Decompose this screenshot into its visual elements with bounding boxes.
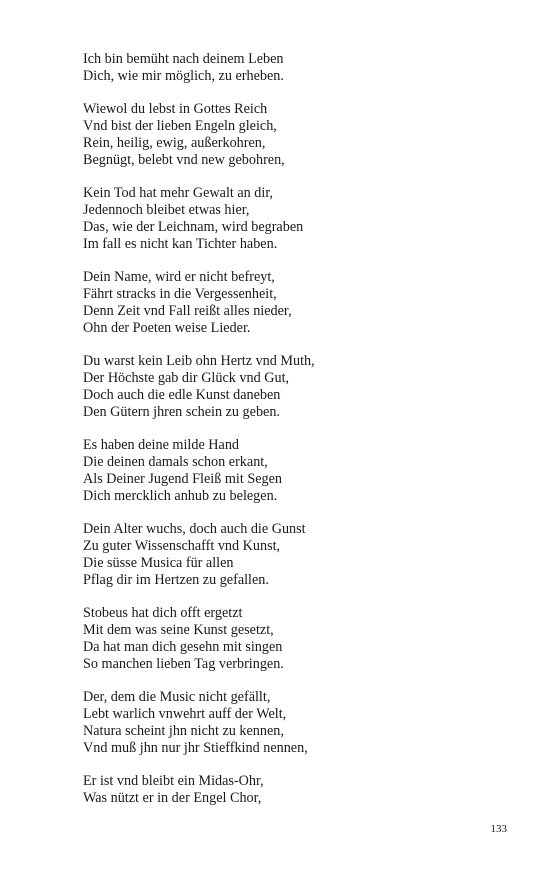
stanza-3: [83, 185, 483, 252]
poem-line: Im fall es nicht kan Tichter haben.: [83, 235, 278, 252]
poem-line: Ich bin bemüht nach deinem Leben: [83, 51, 284, 67]
poem-line: Er ist vnd bleibt ein Midas-Ohr,: [83, 773, 264, 790]
poem-line: Begnügt, belebt vnd new gebohren,: [83, 151, 285, 168]
stanza-6: [83, 437, 483, 504]
poem-line: Was nützt er in der Engel Chor,: [83, 790, 262, 807]
poem-line: Vnd muß jhn nur jhr Stieffkind nennen,: [83, 739, 308, 756]
poem-line: Der, dem die Music nicht gefällt,: [83, 689, 271, 706]
poem-line: Dein Alter wuchs, doch auch die Gunst: [83, 521, 306, 538]
poem-line: Dich, wie mir möglich, zu erheben.: [83, 67, 284, 84]
poem-line: Das, wie der Leichnam, wird begraben: [83, 218, 304, 235]
stanza-10: [83, 773, 483, 807]
poem-line: Vnd bist der lieben Engeln gleich,: [83, 118, 277, 135]
poem-line: So manchen lieben Tag verbringen.: [83, 655, 284, 672]
poem-line: Fährt stracks in die Vergessenheit,: [83, 286, 277, 303]
stanza-7: [83, 521, 483, 588]
stanza-1: [83, 51, 483, 85]
stanza-4: [83, 269, 483, 336]
poem-line: Wiewol du lebst in Gottes Reich: [83, 101, 268, 118]
poem-line: Du warst kein Leib ohn Hertz vnd Muth,: [83, 353, 315, 370]
poem-line: Zu guter Wissenschafft vnd Kunst,: [83, 538, 281, 555]
poem-line: Die deinen damals schon erkant,: [83, 454, 268, 471]
poem-line: Als Deiner Jugend Fleiß mit Segen: [83, 470, 282, 487]
poem-line: Pflag dir im Hertzen zu gefallen.: [83, 571, 269, 588]
poem-line: Ohn der Poeten weise Lieder.: [83, 319, 251, 336]
poem-line: Dich mercklich anhub zu belegen.: [83, 487, 278, 504]
poem-line: Mit dem was seine Kunst gesetzt,: [83, 622, 274, 639]
poem-line: Rein, heilig, ewig, außerkohren,: [83, 134, 266, 151]
poem-line: Es haben deine milde Hand: [83, 437, 240, 454]
poem-line: Kein Tod hat mehr Gewalt an dir,: [83, 185, 274, 202]
poem-line: Denn Zeit vnd Fall reißt alles nieder,: [83, 302, 292, 319]
stanza-5: [83, 353, 483, 420]
poem-line: Dein Name, wird er nicht befreyt,: [83, 269, 275, 286]
poem-line: Die süsse Musica für allen: [83, 554, 234, 571]
poem-line: Doch auch die edle Kunst daneben: [83, 386, 281, 403]
poem-line: Natura scheint jhn nicht zu kennen,: [83, 722, 284, 739]
poem-line: Jedennoch bleibet etwas hier,: [83, 202, 250, 219]
poem-body: [83, 51, 483, 824]
poem-line: Der Höchste gab dir Glück vnd Gut,: [83, 370, 290, 387]
poem-line: Den Gütern jhren schein zu geben.: [83, 403, 280, 420]
stanza-8: [83, 605, 483, 672]
stanza-2: [83, 101, 483, 168]
poem-line: Stobeus hat dich offt ergetzt: [83, 605, 243, 622]
poem-line: Da hat man dich gesehn mit singen: [83, 638, 283, 655]
poem-line: Lebt warlich vnwehrt auff der Welt,: [83, 706, 287, 723]
stanza-9: [83, 689, 483, 756]
page-number: 133: [490, 823, 507, 835]
